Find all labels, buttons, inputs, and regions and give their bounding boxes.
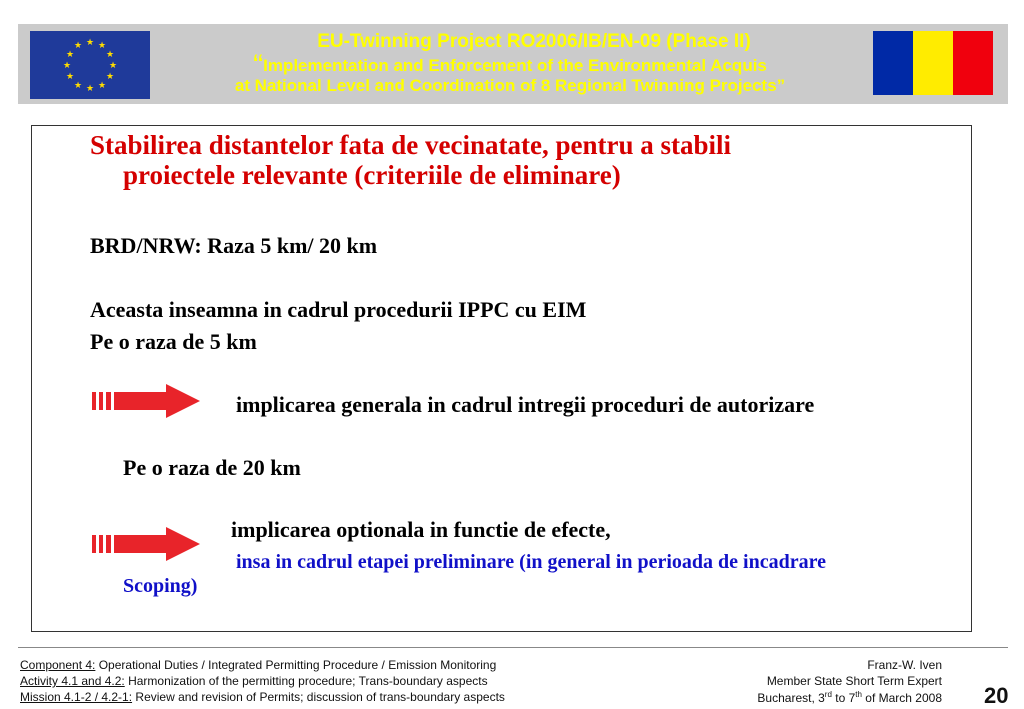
scoping-text: Scoping) bbox=[123, 575, 198, 597]
slide-title-line2: proiectele relevante (criteriile de eliminare) bbox=[123, 160, 621, 190]
svg-text:★: ★ bbox=[85, 38, 95, 48]
svg-text:★: ★ bbox=[85, 84, 95, 94]
svg-text:★: ★ bbox=[105, 72, 115, 82]
slide-title-line1: Stabilirea distantelor fata de vecinatate, pentru a stabili bbox=[90, 130, 731, 160]
arrow-right-icon bbox=[92, 384, 202, 418]
footer-divider bbox=[18, 647, 1008, 648]
svg-text:★: ★ bbox=[105, 50, 115, 60]
brd-text: BRD/NRW: Raza 5 km/ 20 km bbox=[90, 233, 378, 258]
svg-text:★: ★ bbox=[62, 61, 72, 71]
svg-text:★: ★ bbox=[73, 41, 83, 51]
implicare-optionala-text: implicarea optionala in functie de efecte, bbox=[231, 517, 611, 542]
footer-place-date: Bucharest, 3rd to 7th of March 2008 bbox=[757, 690, 942, 705]
footer-author: Franz-W. Iven bbox=[867, 658, 942, 672]
svg-text:★: ★ bbox=[108, 61, 118, 71]
footer-mission: Mission 4.1-2 / 4.2-1: Review and revision of Permits; discussion of trans-boundary aspects bbox=[20, 690, 505, 704]
header-title: EU-Twinning Project RO2006/IB/EN-09 (Phase II) bbox=[317, 31, 751, 52]
svg-text:★: ★ bbox=[73, 81, 83, 91]
header-subtitle-2: at National Level and Coordination of 8 Regional Twinning Projects” bbox=[234, 76, 786, 95]
eu-flag-icon bbox=[30, 31, 150, 99]
header-subtitle: “Implementation and Enforcement of the Environmental Acquis bbox=[253, 49, 767, 82]
insa-text: insa in cadrul etapei preliminare (in general in perioada de incadrare bbox=[236, 551, 826, 573]
svg-text:★: ★ bbox=[97, 41, 107, 51]
page-number: 20 bbox=[984, 683, 1009, 708]
footer-component: Component 4: Operational Duties / Integrated Permitting Procedure / Emission Monitoring bbox=[20, 658, 497, 672]
footer-activity: Activity 4.1 and 4.2: Harmonization of the permitting procedure; Trans-boundary aspects bbox=[20, 674, 488, 688]
svg-text:★: ★ bbox=[97, 81, 107, 91]
arrow-right-icon bbox=[92, 527, 202, 561]
svg-text:★: ★ bbox=[65, 50, 75, 60]
footer-role: Member State Short Term Expert bbox=[766, 674, 942, 688]
raza5-text: Pe o raza de 5 km bbox=[90, 329, 257, 354]
romania-flag-icon bbox=[873, 31, 993, 95]
aceasta-text: Aceasta inseamna in cadrul procedurii IPPC cu EIM bbox=[90, 297, 587, 322]
svg-text:★: ★ bbox=[65, 72, 75, 82]
implicare-generala-text: implicarea generala in cadrul intregii proceduri de autorizare bbox=[236, 392, 815, 417]
raza20-text: Pe o raza de 20 km bbox=[123, 455, 301, 480]
